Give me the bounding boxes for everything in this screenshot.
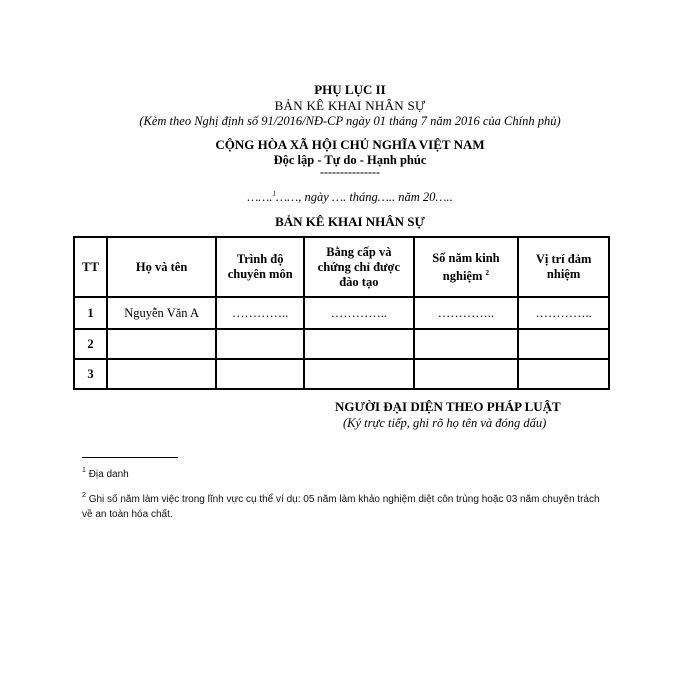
header-degree: Bằng cấp và chứng chỉ được đào tạo [304,237,414,297]
signatory-note: (Ký trực tiếp, ghi rõ họ tên và đóng dấu) [343,416,547,430]
footnote-ref-1: 1 [272,190,277,198]
header-qualification: Trình độ chuyên môn [216,237,304,297]
table-row [74,329,609,359]
date-prefix: ……. [247,190,273,204]
footnote-2-mark: 2 [82,492,86,499]
footnote-1-text: Địa danh [88,469,129,480]
footnote-1 [82,467,129,480]
decree-reference: (Kèm theo Nghị định số 91/2016/NĐ-CP ngày 01 tháng 7 năm 2016 của Chính phủ) [139,114,561,128]
footnote-2 [82,488,602,522]
cell-qualification [216,329,304,359]
cell-name: Nguyễn Văn A [107,297,216,329]
cell-position [518,329,609,359]
footnote-separator [82,457,178,458]
date-suffix: ……, ngày …. tháng….. năm 20….. [276,190,453,204]
table-row [74,359,609,389]
signatory-title: NGƯỜI ĐẠI DIỆN THEO PHÁP LUẬT [335,399,561,414]
cell-name [107,359,216,389]
motto-divider: --------------- [320,165,380,179]
document-title: BẢN KÊ KHAI NHÂN SỰ [275,214,425,229]
place-date-line [0,190,700,205]
nation-title: CỘNG HÒA XÃ HỘI CHỦ NGHĨA VIỆT NAM [215,137,485,152]
header-name: Họ và tên [107,237,216,297]
cell-experience [414,359,519,389]
cell-degree: ………….. [304,297,414,329]
cell-experience [414,329,519,359]
header-experience [414,237,519,297]
cell-name [107,329,216,359]
cell-tt: 3 [74,359,107,389]
national-motto: Độc lập - Tự do - Hạnh phúc [273,153,427,167]
cell-experience: ………….. [414,297,519,329]
cell-degree [304,359,414,389]
header-experience-label: Số năm kinh nghiệm [432,250,500,283]
table-row [74,297,609,329]
cell-position: ………….. [518,297,609,329]
cell-degree [304,329,414,359]
form-title: BẢN KÊ KHAI NHÂN SỰ [274,98,426,113]
header-position: Vị trí đảm nhiệm [518,237,609,297]
footnote-1-mark: 1 [82,467,86,474]
footnote-2-text: Ghi số năm làm việc trong lĩnh vực cụ thể ví dụ: 05 năm làm khảo nghiệm diệt côn trùng hoặc 03 năm chuyên trách về an toàn hóa chất. [82,494,600,520]
cell-tt: 1 [74,297,107,329]
table-header-row [74,237,609,297]
cell-qualification [216,359,304,389]
footnote-ref-2: 2 [485,268,490,277]
cell-qualification: ………….. [216,297,304,329]
cell-position [518,359,609,389]
appendix-label: PHỤ LỤC II [314,82,386,97]
personnel-table [73,236,610,390]
header-tt: TT [74,237,107,297]
cell-tt: 2 [74,329,107,359]
